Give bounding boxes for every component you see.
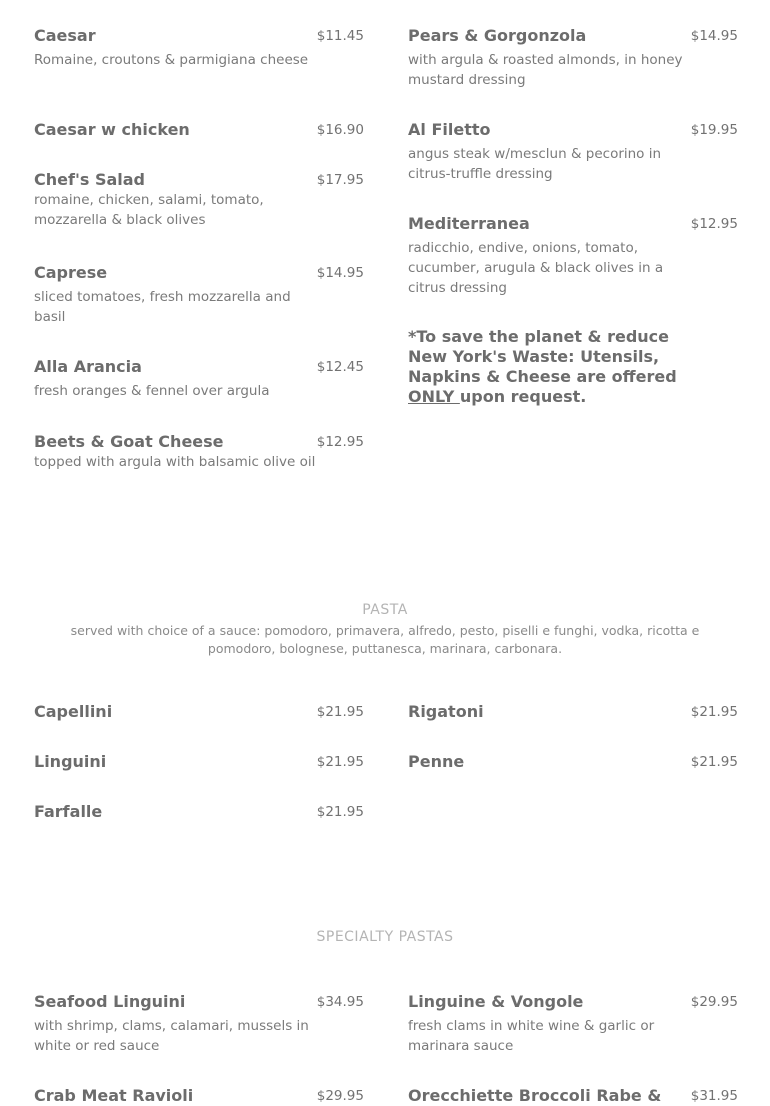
item-price: $14.95 (690, 28, 738, 44)
specialty-right-column (408, 1086, 738, 1106)
item-price: $31.95 (690, 1088, 738, 1104)
item-name: Linguini (34, 752, 107, 771)
section-title-specialty-pastas: SPECIALTY PASTAS (316, 929, 454, 945)
menu-item (34, 120, 364, 140)
item-description: topped with argula with balsamic olive oil (34, 454, 316, 470)
item-price: $12.45 (316, 359, 364, 375)
item-price: $21.95 (316, 704, 364, 720)
salads-note (408, 327, 738, 407)
pasta-right-column (408, 702, 738, 722)
menu-item (408, 214, 738, 298)
item-name: Mediterranea (408, 214, 530, 233)
item-price: $11.45 (316, 28, 364, 44)
item-price: $21.95 (690, 754, 738, 770)
item-name: Farfalle (34, 802, 103, 821)
specialty-left-column (34, 1086, 364, 1106)
item-name: Capellini (34, 702, 113, 721)
item-name: Linguine & Vongole (408, 992, 584, 1011)
salads-right-column (408, 26, 738, 90)
menu-item (34, 752, 364, 772)
item-name: Al Filetto (408, 120, 491, 139)
item-description: with argula & roasted almonds, in honey mustard dressing (408, 52, 683, 88)
salads-right-column (408, 214, 738, 298)
item-price: $21.95 (316, 754, 364, 770)
menu-item (34, 1086, 364, 1106)
item-name: Caesar w chicken (34, 120, 190, 139)
pasta-left-column (34, 702, 364, 722)
menu-item (34, 263, 364, 327)
menu-item (34, 357, 364, 401)
item-description: with shrimp, clams, calamari, mussels in white or red sauce (34, 1018, 309, 1054)
item-description: fresh clams in white wine & garlic or marinara sauce (408, 1018, 655, 1054)
item-price: $19.95 (690, 122, 738, 138)
menu-item (34, 432, 364, 472)
item-description: sliced tomatoes, fresh mozzarella and basil (34, 289, 291, 325)
item-price: $21.95 (690, 704, 738, 720)
item-name: Crab Meat Ravioli (34, 1086, 194, 1105)
item-name: Pears & Gorgonzola (408, 26, 587, 45)
pasta-left-column (34, 752, 364, 772)
menu-item (34, 26, 364, 70)
item-description: romaine, chicken, salami, tomato, mozzarella & black olives (34, 192, 264, 228)
salads-left-column (34, 357, 364, 401)
menu-item (34, 702, 364, 722)
menu-item (408, 26, 738, 90)
item-price: $21.95 (316, 804, 364, 820)
item-description: Romaine, croutons & parmigiana cheese (34, 52, 309, 68)
salads-left-column (34, 26, 364, 70)
salads-left-column (34, 263, 364, 327)
item-description: angus steak w/mesclun & pecorino in citrus-truffle dressing (408, 146, 662, 182)
item-price: $17.95 (316, 172, 364, 188)
menu-item (408, 1086, 738, 1106)
item-name: Seafood Linguini (34, 992, 186, 1011)
specialty-left-column (34, 992, 364, 1056)
utensils-note (408, 327, 708, 407)
item-price: $34.95 (316, 994, 364, 1010)
menu-item (408, 992, 738, 1056)
item-price: $14.95 (316, 265, 364, 281)
specialty-right-column (408, 992, 738, 1056)
menu-item (408, 702, 738, 722)
item-price: $29.95 (316, 1088, 364, 1104)
item-name: Chef's Salad (34, 170, 145, 189)
salads-right-column (408, 120, 738, 184)
menu-item (34, 992, 364, 1056)
item-name: Rigatoni (408, 702, 484, 721)
note-text: *To save the planet & reduce New York's Waste: Utensils, Napkins & Cheese are offered (408, 327, 677, 386)
item-price: $12.95 (316, 434, 364, 450)
item-name: Caprese (34, 263, 108, 282)
item-name: Alla Arancia (34, 357, 142, 376)
section-title-pasta: PASTA (362, 602, 408, 618)
item-description: radicchio, endive, onions, tomato, cucumber, arugula & black olives in a citrus dressing (408, 240, 664, 296)
pasta-left-column (34, 802, 364, 822)
salads-left-column (34, 170, 364, 230)
menu-item (408, 752, 738, 772)
item-name: Penne (408, 752, 465, 771)
menu-item (408, 120, 738, 184)
item-price: $12.95 (690, 216, 738, 232)
note-emphasis: ONLY (408, 387, 460, 406)
pasta-right-column (408, 752, 738, 772)
item-name: Beets & Goat Cheese (34, 432, 224, 451)
salads-left-column (34, 120, 364, 140)
salads-left-column (34, 432, 364, 472)
item-name: Orecchiette Broccoli Rabe & (408, 1086, 662, 1105)
item-description: fresh oranges & fennel over argula (34, 383, 270, 399)
note-text-end: upon request. (459, 387, 587, 406)
section-subtitle-pasta: served with choice of a sauce: pomodoro, primavera, alfredo, pesto, piselli e funghi, vodka, ricotta e pomodoro, bolognese, puttanesca, marinara, carbonara. (70, 623, 700, 656)
menu-item (34, 170, 364, 230)
item-price: $29.95 (690, 994, 738, 1010)
menu-item (34, 802, 364, 822)
item-price: $16.90 (316, 122, 364, 138)
item-name: Caesar (34, 26, 96, 45)
